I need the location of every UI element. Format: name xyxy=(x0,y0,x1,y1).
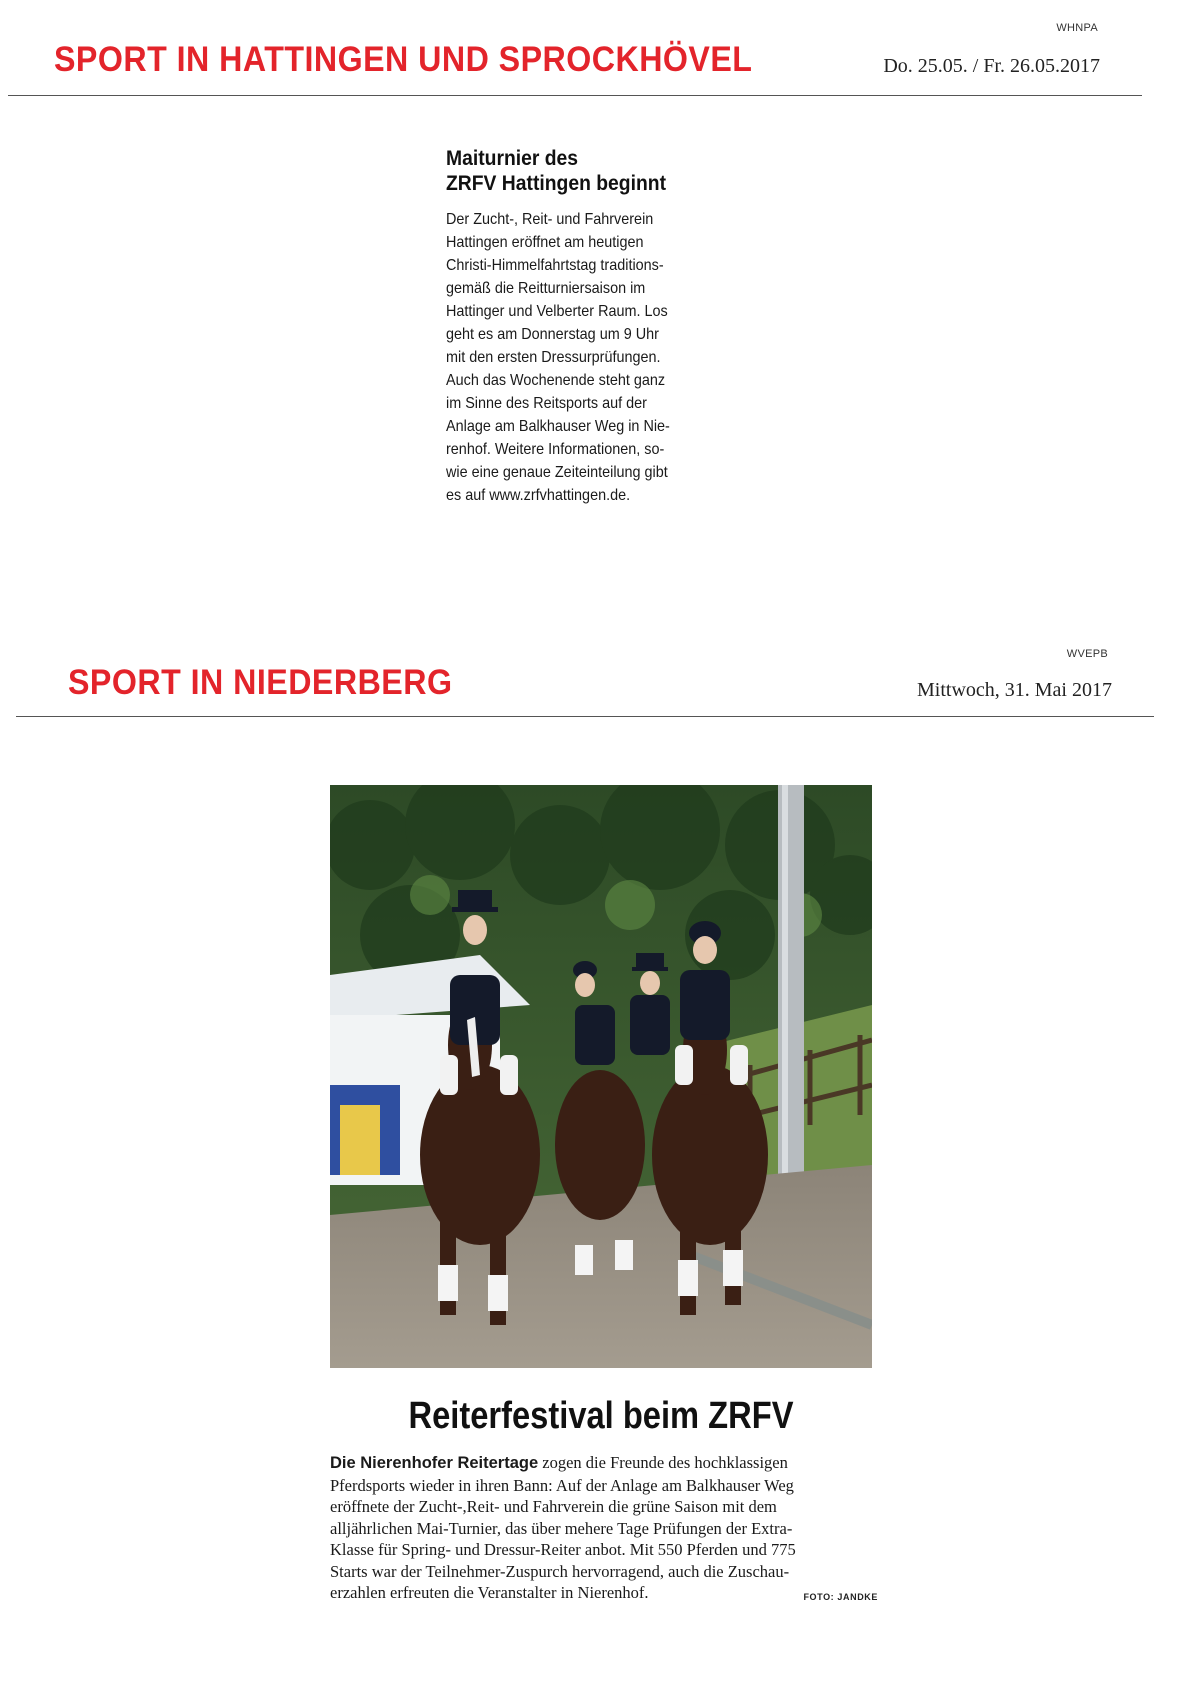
body-line-text: erzahlen erfreuten die Veranstalter in Nierenhof. xyxy=(330,1583,649,1602)
issue-date: Do. 25.05. / Fr. 26.05.2017 xyxy=(883,55,1100,77)
publication-code: WHNPA xyxy=(1056,22,1098,34)
article-maiturnier xyxy=(446,146,726,507)
header-rule xyxy=(16,716,1154,717)
body-line: es auf www.zrfvhattingen.de. xyxy=(446,487,631,504)
body-line: mit den ersten Dressurprüfungen. xyxy=(446,349,661,366)
body-line-last xyxy=(330,1582,878,1604)
dressage-riders-photo xyxy=(330,785,872,1368)
body-line: Hattingen eröffnet am heutigen xyxy=(446,234,644,251)
body-line: wie eine genaue Zeiteinteilung gibt xyxy=(446,464,668,481)
body-line-text: zogen die Freunde des hochklassigen xyxy=(538,1453,788,1472)
body-line: eröffnete der Zucht-,Reit- und Fahrverein die grüne Saison mit dem xyxy=(330,1497,777,1516)
body-line: renhof. Weitere Informationen, so- xyxy=(446,441,665,458)
article-reiterfestival xyxy=(330,1452,878,1604)
body-line xyxy=(330,1452,878,1475)
body-line: Pferdsports wieder in ihren Bann: Auf der Anlage am Balkhauser Weg xyxy=(330,1475,794,1495)
headline-line: Maiturnier des xyxy=(446,147,579,170)
article-body xyxy=(446,208,726,507)
body-line: Christi-Himmelfahrtstag traditions- xyxy=(446,257,664,274)
body-line: geht es am Donnerstag um 9 Uhr xyxy=(446,326,659,343)
article-lead: Die Nierenhofer Reitertage xyxy=(330,1454,539,1472)
header-rule xyxy=(8,95,1142,96)
body-line: Starts war der Teilnehmer-Zuspurch hervorragend, auch die Zuschau- xyxy=(330,1561,790,1581)
section-title: SPORT IN NIEDERBERG xyxy=(68,663,453,702)
body-line: im Sinne des Reitsports auf der xyxy=(446,395,647,412)
headline-line: ZRFV Hattingen beginnt xyxy=(446,172,667,195)
publication-code: WVEPB xyxy=(1066,648,1108,660)
article-headline xyxy=(446,146,704,196)
body-line: Klasse für Spring- und Dressur-Reiter anbot. Mit 550 Pferden und 775 xyxy=(330,1540,796,1559)
body-line: Der Zucht-, Reit- und Fahrverein xyxy=(446,211,654,228)
body-line: Hattinger und Velberter Raum. Los xyxy=(446,303,668,320)
article-headline: Reiterfestival beim ZRFV xyxy=(408,1395,794,1437)
body-line: gemäß die Reitturniersaison im xyxy=(446,280,646,297)
body-line: alljährlichen Mai-Turnier, das über mehere Tage Prüfungen der Extra- xyxy=(330,1518,793,1538)
section-title: SPORT IN HATTINGEN UND SPROCKHÖVEL xyxy=(54,40,753,79)
photo-credit: FOTO: JANDKE xyxy=(803,1592,878,1602)
body-line: Anlage am Balkhauser Weg in Nie- xyxy=(446,418,670,435)
issue-date: Mittwoch, 31. Mai 2017 xyxy=(917,679,1112,701)
body-line: Auch das Wochenende steht ganz xyxy=(446,372,666,389)
